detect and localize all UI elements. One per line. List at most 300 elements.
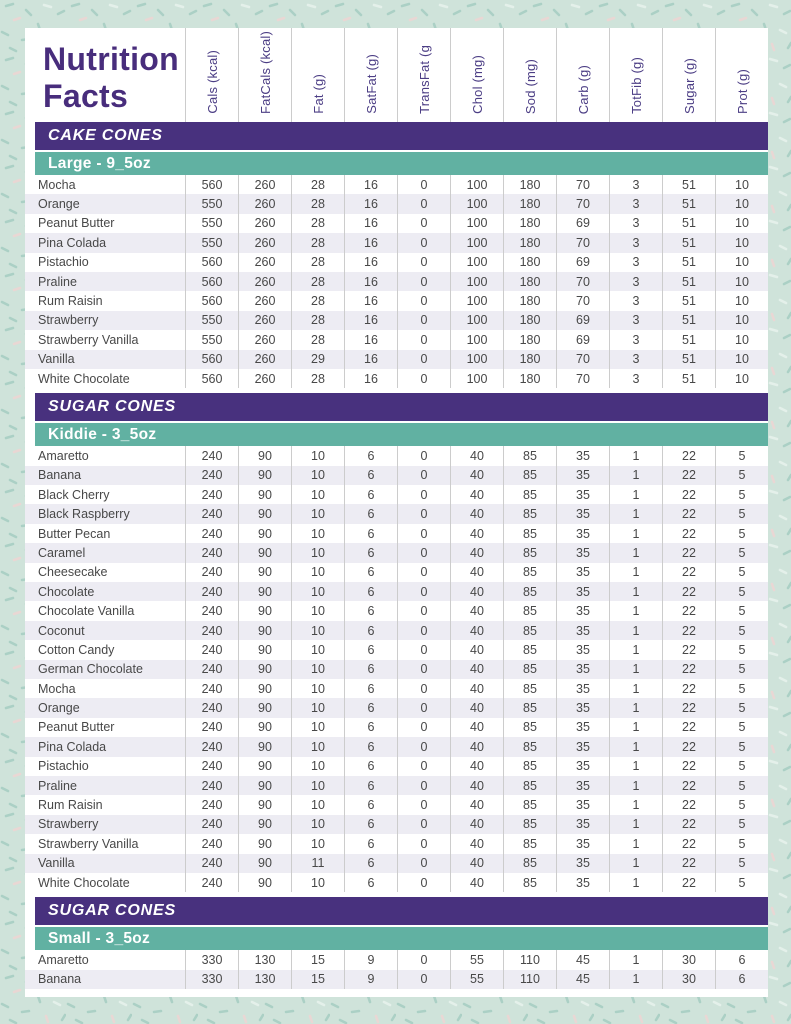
value-cell: 45 bbox=[556, 950, 609, 969]
column-header-cals bbox=[185, 28, 238, 122]
column-header-label: Carb (g) bbox=[575, 64, 591, 114]
value-cell: 10 bbox=[715, 175, 768, 194]
section-rows bbox=[25, 175, 768, 388]
value-cell: 260 bbox=[238, 233, 291, 252]
value-cell: 85 bbox=[503, 834, 556, 853]
value-cell: 35 bbox=[556, 543, 609, 562]
value-cell: 40 bbox=[450, 621, 503, 640]
value-cell: 85 bbox=[503, 466, 556, 485]
value-cell: 0 bbox=[397, 698, 450, 717]
value-cell: 240 bbox=[185, 815, 238, 834]
value-cell: 100 bbox=[450, 233, 503, 252]
value-cell: 70 bbox=[556, 233, 609, 252]
value-cell: 560 bbox=[185, 253, 238, 272]
value-cell: 5 bbox=[715, 543, 768, 562]
value-cell: 35 bbox=[556, 601, 609, 620]
value-cell: 180 bbox=[503, 272, 556, 291]
value-cell: 100 bbox=[450, 253, 503, 272]
flavor-name: Peanut Butter bbox=[38, 720, 115, 735]
value-cell: 1 bbox=[609, 582, 662, 601]
page-title bbox=[25, 28, 185, 122]
value-cell: 0 bbox=[397, 175, 450, 194]
value-cell: 22 bbox=[662, 776, 715, 795]
value-cell: 240 bbox=[185, 621, 238, 640]
value-cell: 0 bbox=[397, 369, 450, 388]
value-cell: 22 bbox=[662, 485, 715, 504]
flavor-name: Chocolate bbox=[38, 584, 95, 599]
table-row bbox=[25, 873, 768, 892]
value-cell: 16 bbox=[344, 330, 397, 349]
value-cell: 1 bbox=[609, 524, 662, 543]
table-row bbox=[25, 795, 768, 814]
value-cell: 1 bbox=[609, 485, 662, 504]
value-cell: 0 bbox=[397, 679, 450, 698]
value-cell: 3 bbox=[609, 175, 662, 194]
value-cell: 240 bbox=[185, 563, 238, 582]
value-cell: 16 bbox=[344, 291, 397, 310]
value-cell: 9 bbox=[344, 970, 397, 989]
table-row bbox=[25, 543, 768, 562]
value-cell: 10 bbox=[715, 214, 768, 233]
value-cell: 6 bbox=[344, 504, 397, 523]
column-header-sugar bbox=[662, 28, 715, 122]
value-cell: 85 bbox=[503, 446, 556, 465]
value-cell: 85 bbox=[503, 698, 556, 717]
value-cell: 3 bbox=[609, 350, 662, 369]
value-cell: 22 bbox=[662, 504, 715, 523]
value-cell: 90 bbox=[238, 757, 291, 776]
value-cell: 10 bbox=[715, 350, 768, 369]
table-section bbox=[25, 897, 768, 989]
value-cell: 180 bbox=[503, 214, 556, 233]
value-cell: 10 bbox=[291, 504, 344, 523]
value-cell: 0 bbox=[397, 466, 450, 485]
flavor-name: Cotton Candy bbox=[38, 642, 115, 657]
value-cell: 100 bbox=[450, 214, 503, 233]
value-cell: 22 bbox=[662, 834, 715, 853]
value-cell: 550 bbox=[185, 311, 238, 330]
value-cell: 28 bbox=[291, 330, 344, 349]
flavor-name: Banana bbox=[38, 468, 82, 483]
value-cell: 110 bbox=[503, 950, 556, 969]
value-cell: 22 bbox=[662, 524, 715, 543]
value-cell: 6 bbox=[344, 524, 397, 543]
column-header-totfib bbox=[609, 28, 662, 122]
value-cell: 0 bbox=[397, 621, 450, 640]
value-cell: 240 bbox=[185, 737, 238, 756]
value-cell: 3 bbox=[609, 194, 662, 213]
value-cell: 40 bbox=[450, 815, 503, 834]
value-cell: 16 bbox=[344, 369, 397, 388]
value-cell: 30 bbox=[662, 950, 715, 969]
value-cell: 1 bbox=[609, 776, 662, 795]
value-cell: 28 bbox=[291, 311, 344, 330]
value-cell: 6 bbox=[344, 563, 397, 582]
flavor-name: Pistachio bbox=[38, 759, 89, 774]
value-cell: 90 bbox=[238, 543, 291, 562]
value-cell: 10 bbox=[291, 524, 344, 543]
table-row bbox=[25, 369, 768, 388]
value-cell: 85 bbox=[503, 854, 556, 873]
value-cell: 1 bbox=[609, 970, 662, 989]
value-cell: 85 bbox=[503, 640, 556, 659]
value-cell: 35 bbox=[556, 485, 609, 504]
value-cell: 0 bbox=[397, 446, 450, 465]
column-header-label: FatCals (kcal) bbox=[257, 31, 273, 114]
value-cell: 0 bbox=[397, 582, 450, 601]
value-cell: 3 bbox=[609, 291, 662, 310]
value-cell: 35 bbox=[556, 873, 609, 892]
value-cell: 35 bbox=[556, 698, 609, 717]
value-cell: 0 bbox=[397, 776, 450, 795]
value-cell: 0 bbox=[397, 795, 450, 814]
value-cell: 85 bbox=[503, 660, 556, 679]
column-header-fatcals bbox=[238, 28, 291, 122]
value-cell: 100 bbox=[450, 175, 503, 194]
value-cell: 260 bbox=[238, 272, 291, 291]
value-cell: 90 bbox=[238, 485, 291, 504]
flavor-name: Strawberry Vanilla bbox=[38, 836, 139, 851]
value-cell: 90 bbox=[238, 563, 291, 582]
flavor-name: Rum Raisin bbox=[38, 798, 103, 813]
value-cell: 0 bbox=[397, 601, 450, 620]
value-cell: 6 bbox=[715, 950, 768, 969]
column-header-prot bbox=[715, 28, 768, 122]
value-cell: 5 bbox=[715, 757, 768, 776]
value-cell: 0 bbox=[397, 504, 450, 523]
value-cell: 16 bbox=[344, 214, 397, 233]
value-cell: 22 bbox=[662, 640, 715, 659]
table-header-row bbox=[25, 28, 768, 122]
value-cell: 1 bbox=[609, 660, 662, 679]
table-row bbox=[25, 737, 768, 756]
value-cell: 5 bbox=[715, 466, 768, 485]
table-row bbox=[25, 175, 768, 194]
value-cell: 5 bbox=[715, 563, 768, 582]
value-cell: 1 bbox=[609, 621, 662, 640]
table-row bbox=[25, 330, 768, 349]
value-cell: 51 bbox=[662, 330, 715, 349]
value-cell: 22 bbox=[662, 815, 715, 834]
column-header-label: Sugar (g) bbox=[681, 58, 697, 114]
value-cell: 40 bbox=[450, 563, 503, 582]
value-cell: 10 bbox=[291, 640, 344, 659]
column-header-fat bbox=[291, 28, 344, 122]
value-cell: 3 bbox=[609, 253, 662, 272]
value-cell: 6 bbox=[344, 621, 397, 640]
value-cell: 5 bbox=[715, 718, 768, 737]
value-cell: 40 bbox=[450, 485, 503, 504]
value-cell: 10 bbox=[291, 601, 344, 620]
value-cell: 10 bbox=[291, 834, 344, 853]
value-cell: 35 bbox=[556, 660, 609, 679]
table-row bbox=[25, 757, 768, 776]
value-cell: 90 bbox=[238, 776, 291, 795]
value-cell: 110 bbox=[503, 970, 556, 989]
value-cell: 30 bbox=[662, 970, 715, 989]
value-cell: 90 bbox=[238, 815, 291, 834]
table-row bbox=[25, 253, 768, 272]
value-cell: 22 bbox=[662, 718, 715, 737]
value-cell: 35 bbox=[556, 524, 609, 543]
value-cell: 90 bbox=[238, 582, 291, 601]
value-cell: 85 bbox=[503, 795, 556, 814]
value-cell: 100 bbox=[450, 330, 503, 349]
section-size-bar bbox=[35, 423, 768, 446]
value-cell: 10 bbox=[291, 563, 344, 582]
flavor-name: Amaretto bbox=[38, 448, 89, 463]
value-cell: 90 bbox=[238, 446, 291, 465]
column-header-label: TransFat (g bbox=[416, 45, 432, 114]
value-cell: 22 bbox=[662, 563, 715, 582]
value-cell: 3 bbox=[609, 330, 662, 349]
table-row bbox=[25, 524, 768, 543]
value-cell: 28 bbox=[291, 253, 344, 272]
flavor-name: White Chocolate bbox=[38, 371, 130, 386]
value-cell: 6 bbox=[344, 718, 397, 737]
value-cell: 85 bbox=[503, 563, 556, 582]
value-cell: 240 bbox=[185, 679, 238, 698]
value-cell: 10 bbox=[715, 272, 768, 291]
table-row bbox=[25, 504, 768, 523]
value-cell: 51 bbox=[662, 175, 715, 194]
value-cell: 22 bbox=[662, 621, 715, 640]
table-row bbox=[25, 214, 768, 233]
flavor-name: Pina Colada bbox=[38, 235, 107, 250]
value-cell: 0 bbox=[397, 970, 450, 989]
value-cell: 90 bbox=[238, 737, 291, 756]
value-cell: 28 bbox=[291, 175, 344, 194]
value-cell: 90 bbox=[238, 718, 291, 737]
value-cell: 22 bbox=[662, 679, 715, 698]
value-cell: 90 bbox=[238, 524, 291, 543]
value-cell: 35 bbox=[556, 834, 609, 853]
value-cell: 240 bbox=[185, 601, 238, 620]
value-cell: 40 bbox=[450, 834, 503, 853]
value-cell: 16 bbox=[344, 253, 397, 272]
value-cell: 40 bbox=[450, 601, 503, 620]
flavor-name: Amaretto bbox=[38, 952, 89, 967]
value-cell: 10 bbox=[291, 795, 344, 814]
value-cell: 240 bbox=[185, 485, 238, 504]
flavor-name: Mocha bbox=[38, 177, 76, 192]
value-cell: 40 bbox=[450, 795, 503, 814]
value-cell: 5 bbox=[715, 795, 768, 814]
table-row bbox=[25, 854, 768, 873]
column-header-label: Prot (g) bbox=[734, 69, 750, 114]
value-cell: 10 bbox=[715, 291, 768, 310]
value-cell: 10 bbox=[291, 446, 344, 465]
value-cell: 100 bbox=[450, 369, 503, 388]
value-cell: 260 bbox=[238, 194, 291, 213]
flavor-name: Orange bbox=[38, 197, 80, 212]
value-cell: 5 bbox=[715, 660, 768, 679]
value-cell: 5 bbox=[715, 524, 768, 543]
value-cell: 16 bbox=[344, 233, 397, 252]
value-cell: 0 bbox=[397, 757, 450, 776]
value-cell: 3 bbox=[609, 214, 662, 233]
section-rows bbox=[25, 950, 768, 989]
flavor-name: Vanilla bbox=[38, 352, 75, 367]
value-cell: 1 bbox=[609, 815, 662, 834]
table-row bbox=[25, 640, 768, 659]
value-cell: 5 bbox=[715, 504, 768, 523]
value-cell: 35 bbox=[556, 757, 609, 776]
value-cell: 6 bbox=[344, 737, 397, 756]
table-row bbox=[25, 291, 768, 310]
flavor-name: Praline bbox=[38, 778, 77, 793]
value-cell: 40 bbox=[450, 776, 503, 795]
section-rows bbox=[25, 446, 768, 892]
value-cell: 1 bbox=[609, 640, 662, 659]
value-cell: 0 bbox=[397, 233, 450, 252]
column-header-label: Cals (kcal) bbox=[204, 50, 220, 114]
section-category-bar bbox=[35, 393, 768, 421]
column-header-label: Sod (mg) bbox=[522, 58, 538, 114]
value-cell: 6 bbox=[344, 466, 397, 485]
value-cell: 180 bbox=[503, 175, 556, 194]
value-cell: 69 bbox=[556, 253, 609, 272]
value-cell: 10 bbox=[291, 621, 344, 640]
section-size-bar bbox=[35, 927, 768, 950]
value-cell: 1 bbox=[609, 543, 662, 562]
value-cell: 6 bbox=[344, 854, 397, 873]
flavor-name: Mocha bbox=[38, 681, 76, 696]
table-row bbox=[25, 815, 768, 834]
value-cell: 5 bbox=[715, 737, 768, 756]
value-cell: 35 bbox=[556, 563, 609, 582]
value-cell: 51 bbox=[662, 291, 715, 310]
value-cell: 90 bbox=[238, 640, 291, 659]
value-cell: 16 bbox=[344, 350, 397, 369]
value-cell: 6 bbox=[344, 757, 397, 776]
value-cell: 5 bbox=[715, 854, 768, 873]
value-cell: 1 bbox=[609, 601, 662, 620]
value-cell: 85 bbox=[503, 718, 556, 737]
value-cell: 5 bbox=[715, 640, 768, 659]
table-row bbox=[25, 446, 768, 465]
value-cell: 3 bbox=[609, 369, 662, 388]
value-cell: 11 bbox=[291, 854, 344, 873]
value-cell: 240 bbox=[185, 466, 238, 485]
value-cell: 240 bbox=[185, 543, 238, 562]
column-header-transfat bbox=[397, 28, 450, 122]
value-cell: 1 bbox=[609, 757, 662, 776]
value-cell: 0 bbox=[397, 718, 450, 737]
value-cell: 100 bbox=[450, 291, 503, 310]
value-cell: 6 bbox=[344, 601, 397, 620]
table-sections bbox=[25, 122, 768, 989]
value-cell: 3 bbox=[609, 311, 662, 330]
value-cell: 0 bbox=[397, 873, 450, 892]
value-cell: 85 bbox=[503, 873, 556, 892]
flavor-name: Caramel bbox=[38, 545, 86, 560]
value-cell: 85 bbox=[503, 679, 556, 698]
value-cell: 22 bbox=[662, 698, 715, 717]
value-cell: 240 bbox=[185, 698, 238, 717]
value-cell: 0 bbox=[397, 350, 450, 369]
value-cell: 35 bbox=[556, 776, 609, 795]
table-row bbox=[25, 970, 768, 989]
value-cell: 10 bbox=[715, 330, 768, 349]
value-cell: 35 bbox=[556, 854, 609, 873]
table-row bbox=[25, 834, 768, 853]
value-cell: 40 bbox=[450, 873, 503, 892]
flavor-name: Rum Raisin bbox=[38, 294, 103, 309]
value-cell: 240 bbox=[185, 854, 238, 873]
table-row bbox=[25, 485, 768, 504]
value-cell: 90 bbox=[238, 698, 291, 717]
value-cell: 550 bbox=[185, 330, 238, 349]
flavor-name: Strawberry bbox=[38, 313, 99, 328]
value-cell: 35 bbox=[556, 679, 609, 698]
value-cell: 6 bbox=[344, 640, 397, 659]
value-cell: 180 bbox=[503, 350, 556, 369]
value-cell: 51 bbox=[662, 369, 715, 388]
value-cell: 85 bbox=[503, 757, 556, 776]
value-cell: 0 bbox=[397, 854, 450, 873]
value-cell: 85 bbox=[503, 737, 556, 756]
value-cell: 90 bbox=[238, 834, 291, 853]
value-cell: 0 bbox=[397, 194, 450, 213]
value-cell: 90 bbox=[238, 854, 291, 873]
table-row bbox=[25, 466, 768, 485]
value-cell: 85 bbox=[503, 543, 556, 562]
value-cell: 40 bbox=[450, 543, 503, 562]
value-cell: 85 bbox=[503, 815, 556, 834]
value-cell: 0 bbox=[397, 563, 450, 582]
flavor-name: White Chocolate bbox=[38, 875, 130, 890]
value-cell: 51 bbox=[662, 272, 715, 291]
table-row bbox=[25, 563, 768, 582]
value-cell: 35 bbox=[556, 815, 609, 834]
value-cell: 16 bbox=[344, 194, 397, 213]
value-cell: 55 bbox=[450, 970, 503, 989]
value-cell: 35 bbox=[556, 504, 609, 523]
value-cell: 22 bbox=[662, 582, 715, 601]
value-cell: 5 bbox=[715, 834, 768, 853]
value-cell: 90 bbox=[238, 795, 291, 814]
value-cell: 16 bbox=[344, 272, 397, 291]
value-cell: 51 bbox=[662, 350, 715, 369]
value-cell: 260 bbox=[238, 330, 291, 349]
value-cell: 35 bbox=[556, 582, 609, 601]
value-cell: 22 bbox=[662, 737, 715, 756]
section-category-bar bbox=[35, 122, 768, 150]
value-cell: 6 bbox=[344, 776, 397, 795]
value-cell: 0 bbox=[397, 543, 450, 562]
value-cell: 5 bbox=[715, 679, 768, 698]
value-cell: 240 bbox=[185, 504, 238, 523]
flavor-name: Praline bbox=[38, 274, 77, 289]
value-cell: 100 bbox=[450, 194, 503, 213]
value-cell: 55 bbox=[450, 950, 503, 969]
value-cell: 10 bbox=[291, 582, 344, 601]
value-cell: 51 bbox=[662, 311, 715, 330]
value-cell: 1 bbox=[609, 950, 662, 969]
flavor-name: Orange bbox=[38, 701, 80, 716]
section-category-bar bbox=[35, 897, 768, 925]
value-cell: 100 bbox=[450, 272, 503, 291]
value-cell: 10 bbox=[291, 776, 344, 795]
value-cell: 180 bbox=[503, 369, 556, 388]
value-cell: 0 bbox=[397, 253, 450, 272]
value-cell: 28 bbox=[291, 194, 344, 213]
value-cell: 180 bbox=[503, 311, 556, 330]
value-cell: 6 bbox=[344, 834, 397, 853]
value-cell: 85 bbox=[503, 601, 556, 620]
value-cell: 10 bbox=[291, 679, 344, 698]
